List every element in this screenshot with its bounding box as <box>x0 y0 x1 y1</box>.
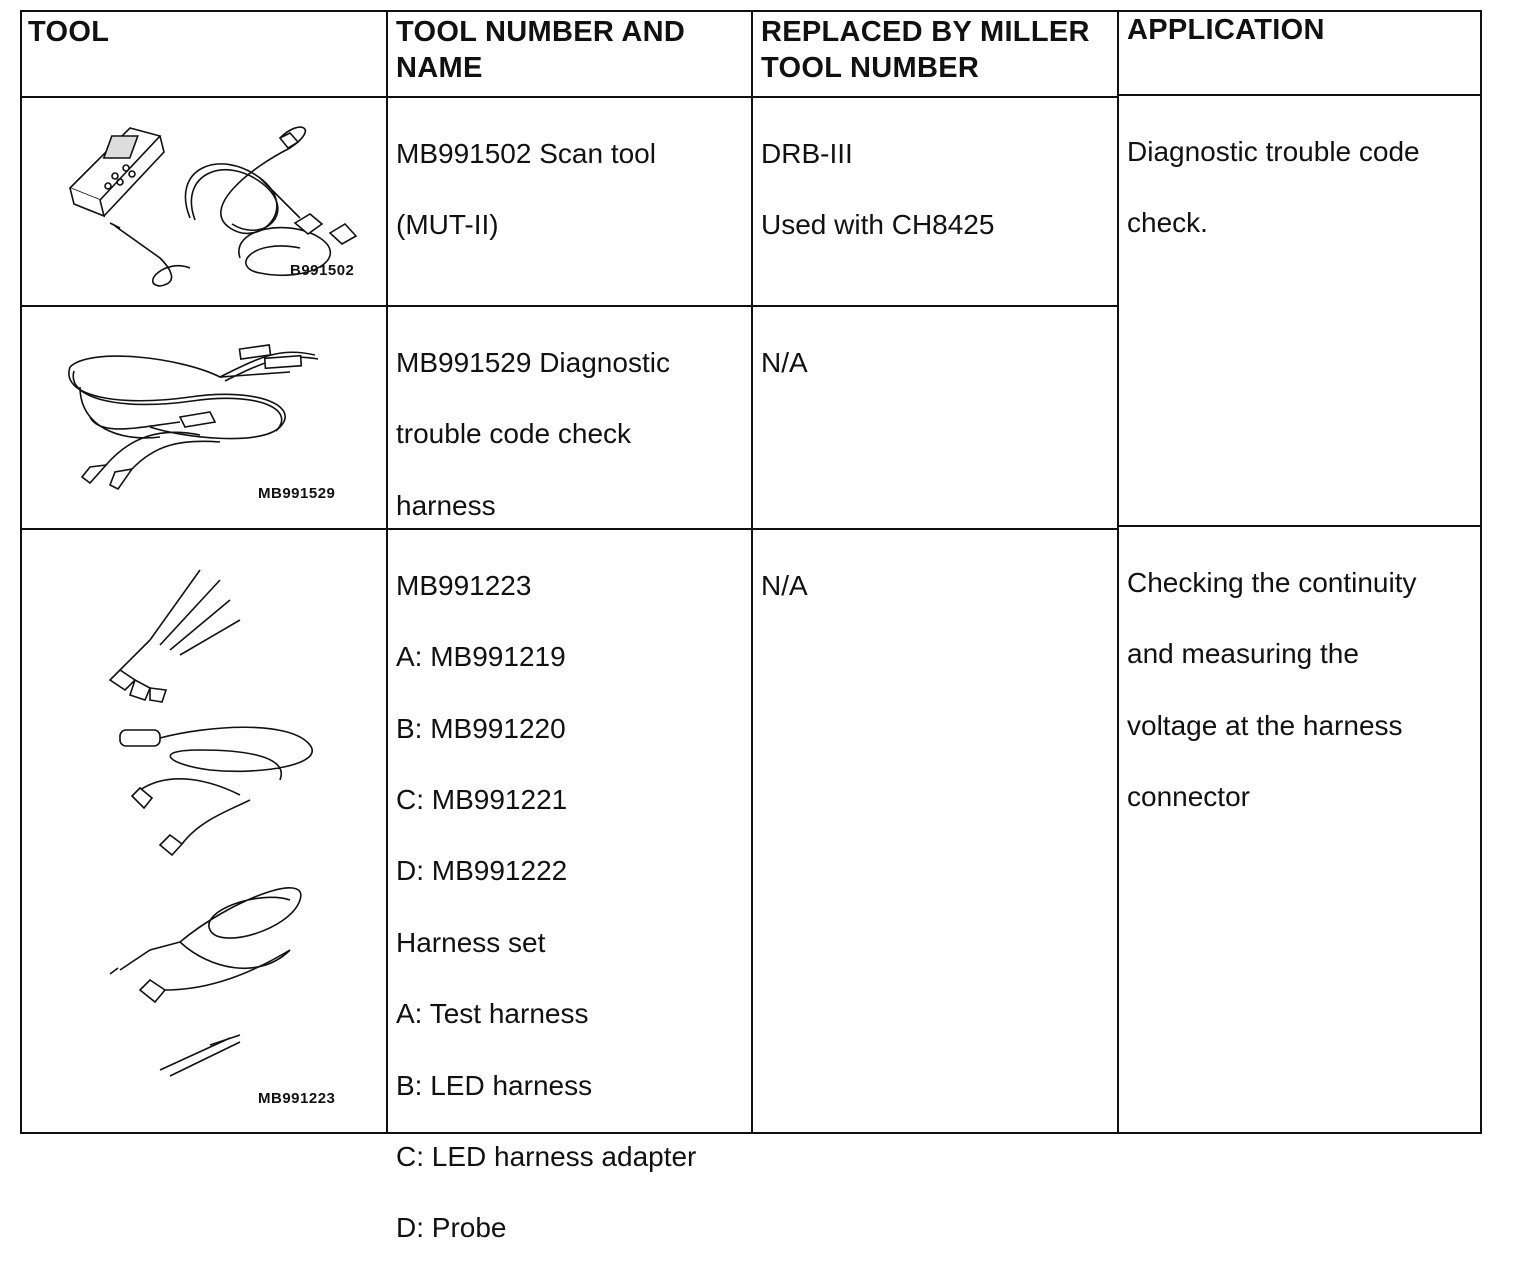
header-tool: TOOL <box>28 16 110 48</box>
row1-tool-image-cell <box>20 96 386 305</box>
row2-image-caption: MB991529 <box>258 485 336 502</box>
row1-tool-name: MB991502 Scan tool (MUT-II) <box>386 96 751 305</box>
row2-tool-name: MB991529 Diagnostic trouble code check harness <box>386 305 751 528</box>
application-cell-2: Checking the continuity and measuring the voltage at the harness connector <box>1117 525 1482 1134</box>
row2-replaced-by: N/A <box>751 305 1117 528</box>
row1-replaced-by: DRB-III Used with CH8425 <box>751 96 1117 305</box>
header-application: APPLICATION <box>1117 10 1482 96</box>
row3-tool-image-cell <box>20 528 386 1134</box>
row3-tool-name: MB991223 A: MB991219 B: MB991220 C: MB991221 D: MB991222 Harness set A: Test harness B: LED harness C: LED harness adapter D: Probe <box>386 528 751 1134</box>
scan-tool-illustration <box>60 108 360 288</box>
row2-tool-image-cell <box>20 305 386 528</box>
header-tool-number: TOOL NUMBER AND NAME <box>386 10 751 96</box>
harness-illustration <box>60 327 330 487</box>
special-tools-table <box>20 10 1482 1244</box>
row3-replaced-by: N/A <box>751 528 1117 1134</box>
header-replaced-by: REPLACED BY MILLER TOOL NUMBER <box>751 10 1117 96</box>
harness-set-illustration <box>90 550 330 1090</box>
row3-image-caption: MB991223 <box>258 1090 336 1107</box>
row1-image-caption: B991502 <box>290 262 355 279</box>
application-cell-1: Diagnostic trouble code check. <box>1117 94 1482 525</box>
